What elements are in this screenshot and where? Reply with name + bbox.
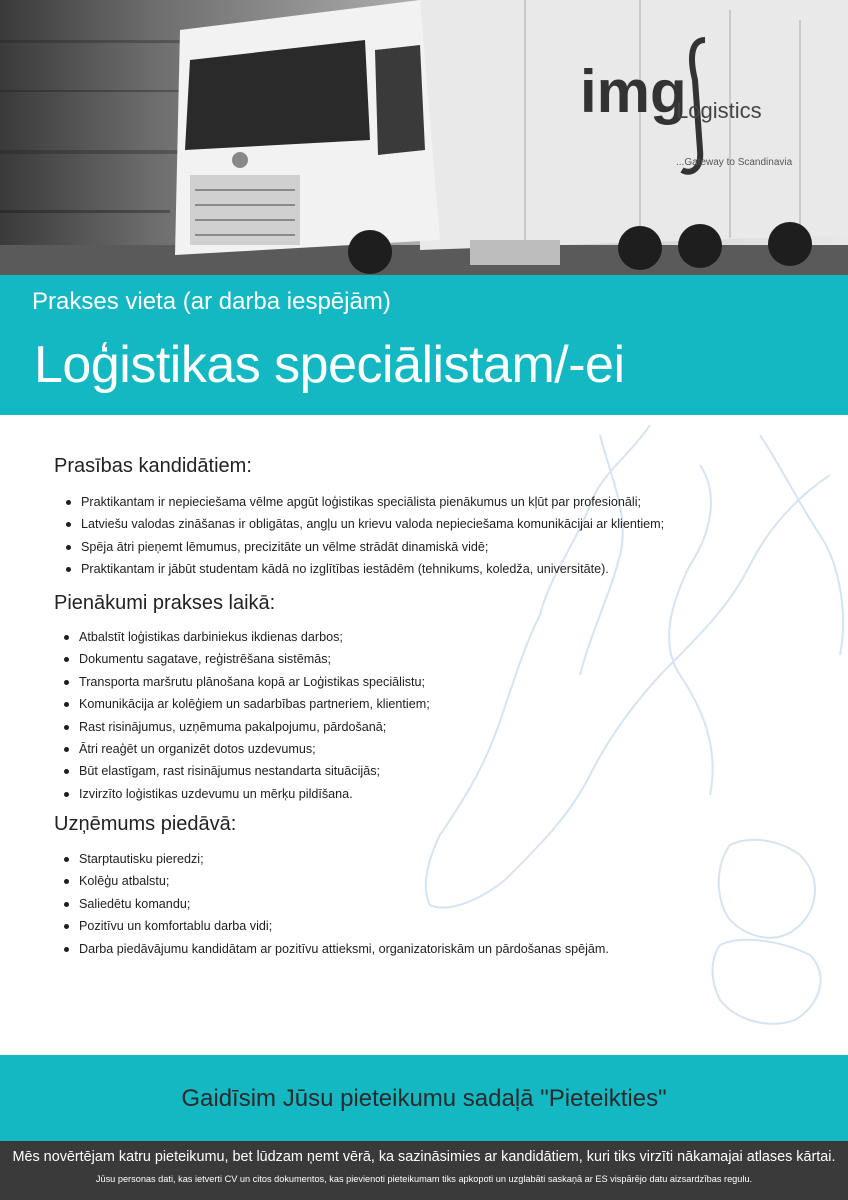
list-item: Atbalstīt loģistikas darbiniekus ikdienas darbos; — [62, 626, 430, 648]
svg-text:Logistics: Logistics — [676, 98, 762, 123]
footer-privacy-notice: Jūsu personas dati, kas ietverti CV un citos dokumentos, kas pievienoti pieteikumam tiks apkopoti un uzglabāti saskaņā ar ES vispārējo datu aizsardzības regulu. — [95, 1174, 753, 1184]
list-item: Darba piedāvājumu kandidātam ar pozitīvu attieksmi, organizatoriskām un pārdošanas spējām. — [62, 938, 609, 960]
page-title: Loģistikas speciālistam/-ei — [34, 336, 625, 394]
section-heading-duties: Pienākumi prakses laikā: — [54, 592, 276, 614]
requirements-list — [64, 491, 664, 581]
list-item: Latviešu valodas zināšanas ir obligātas, angļu un krievu valoda nepieciešama komunikācijai ar klientiem; — [64, 513, 664, 535]
section-heading-offer: Uzņēmums piedāvā: — [54, 813, 237, 835]
cta-text: Gaidīsim Jūsu pieteikumu sadaļā "Pieteikties" — [181, 1085, 667, 1112]
offer-list — [62, 848, 609, 960]
list-item: Rast risinājumus, uzņēmuma pakalpojumu, pārdošanā; — [62, 716, 430, 738]
subtitle: Prakses vieta (ar darba iespējām) — [32, 288, 391, 315]
list-item: Izvirzīto loģistikas uzdevumu un mērķu pildīšana. — [62, 783, 430, 805]
list-item: Praktikantam ir nepieciešama vēlme apgūt loģistikas speciālista pienākumus un kļūt par profesionāli; — [64, 491, 664, 513]
footer-notice: Mēs novērtējam katru pieteikumu, bet lūdzam ņemt vērā, ka sazināsimies ar kandidātiem, kuri tiks virzīti nākamajai atlases kārtai. — [12, 1149, 836, 1165]
list-item: Starptautisku pieredzi; — [62, 848, 609, 870]
list-item: Transporta maršrutu plānošana kopā ar Loģistikas speciālistu; — [62, 671, 430, 693]
duties-list — [62, 626, 430, 805]
list-item: Saliedētu komandu; — [62, 893, 609, 915]
hero-truck-photo — [0, 0, 848, 275]
list-item: Ātri reaģēt un organizēt dotos uzdevumus; — [62, 738, 430, 760]
list-item: Kolēģu atbalstu; — [62, 870, 609, 892]
list-item: Būt elastīgam, rast risinājumus nestandarta situācijās; — [62, 760, 430, 782]
list-item: Pozitīvu un komfortablu darba vidi; — [62, 915, 609, 937]
svg-text:img: img — [580, 58, 687, 125]
section-heading-requirements: Prasības kandidātiem: — [54, 455, 252, 477]
list-item: Praktikantam ir jābūt studentam kādā no izglītības iestādēm (tehnikums, koledža, universitāte). — [64, 558, 664, 580]
svg-text:...Gateway to Scandinavia: ...Gateway to Scandinavia — [676, 157, 793, 168]
list-item: Dokumentu sagatave, reģistrēšana sistēmās; — [62, 648, 430, 670]
list-item: Komunikācija ar kolēģiem un sadarbības partneriem, klientiem; — [62, 693, 430, 715]
truck-illustration — [0, 0, 848, 275]
list-item: Spēja ātri pieņemt lēmumus, precizitāte un vēlme strādāt dinamiskā vidē; — [64, 536, 664, 558]
